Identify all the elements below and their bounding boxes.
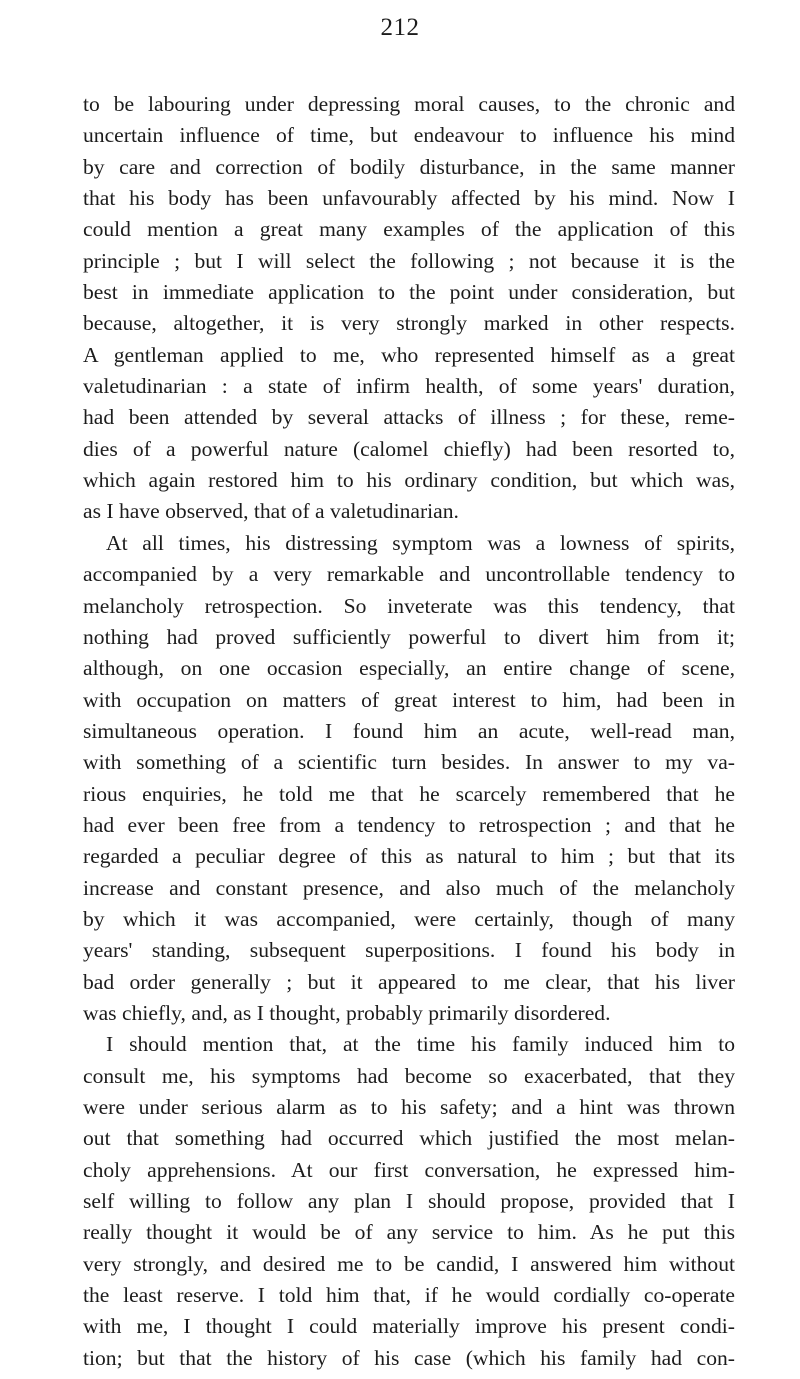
text-line: bad order generally ; but it appeared to me clear, that his liver: [83, 969, 735, 994]
text-line: really thought it would be of any service to him. As he put this: [83, 1220, 735, 1245]
text-line: because, altogether, it is very strongly marked in other respects.: [83, 311, 735, 336]
text-line: had been attended by several attacks of illness ; for these, reme-: [83, 405, 735, 430]
text-line: consult me, his symptoms had become so exacerbated, that they: [83, 1063, 735, 1088]
text-line: melancholy retrospection. So inveterate was this tendency, that: [83, 593, 735, 618]
text-line: valetudinarian : a state of infirm health, of some years' duration,: [83, 374, 735, 399]
text-line: which again restored him to his ordinary condition, but which was,: [83, 468, 735, 493]
text-line: very strongly, and desired me to be candid, I answered him without: [83, 1251, 735, 1276]
text-line: simultaneous operation. I found him an acute, well-read man,: [83, 718, 735, 743]
text-line: was chiefly, and, as I thought, probably primarily disordered.: [83, 1000, 611, 1025]
text-line: by which it was accompanied, were certainly, though of many: [83, 906, 735, 931]
text-line: increase and constant presence, and also much of the melancholy: [83, 875, 735, 900]
text-line: rious enquiries, he told me that he scarcely remembered that he: [83, 781, 735, 806]
text-line: were under serious alarm as to his safety; and a hint was thrown: [83, 1095, 735, 1119]
text-line: principle ; but I will select the following ; not because it is the: [83, 248, 735, 273]
text-line: tion; but that the history of his case (which his family had con-: [83, 1345, 735, 1370]
text-line: could mention a great many examples of the application of this: [83, 217, 735, 242]
text-line: with occupation on matters of great interest to him, had been in: [83, 687, 735, 712]
text-line: nothing had proved sufficiently powerful to divert him from it;: [83, 624, 735, 649]
text-line: to be labouring under depressing moral causes, to the chronic and: [83, 92, 735, 116]
text-line: that his body has been unfavourably affected by his mind. Now I: [83, 186, 735, 211]
page-number: 212: [380, 14, 420, 41]
text-line: as I have observed, that of a valetudinarian.: [83, 499, 459, 524]
text-line: by care and correction of bodily disturbance, in the same manner: [83, 154, 735, 179]
text-line: accompanied by a very remarkable and uncontrollable tendency to: [83, 562, 735, 587]
text-line: out that something had occurred which justified the most melan-: [83, 1126, 735, 1151]
text-line: dies of a powerful nature (calomel chiefly) had been resorted to,: [83, 436, 735, 461]
text-line: uncertain influence of time, but endeavour to influence his mind: [83, 123, 735, 148]
text-line: regarded a peculiar degree of this as natural to him ; but that its: [83, 844, 735, 869]
text-line: although, on one occasion especially, an entire change of scene,: [83, 656, 735, 681]
text-line: years' standing, subsequent superpositions. I found his body in: [83, 938, 735, 963]
text-line: A gentleman applied to me, who represented himself as a great: [83, 342, 735, 367]
text-line: with something of a scientific turn besides. In answer to my va-: [83, 750, 735, 775]
body-text: [83, 89, 735, 1374]
text-line: self willing to follow any plan I should propose, provided that I: [83, 1189, 735, 1214]
text-line: had ever been free from a tendency to retrospection ; and that he: [83, 812, 735, 837]
text-line: At all times, his distressing symptom was a lowness of spirits,: [106, 530, 735, 555]
text-line: best in immediate application to the point under consideration, but: [83, 280, 735, 305]
text-line: the least reserve. I told him that, if he would cordially co-operate: [83, 1283, 735, 1308]
text-line: with me, I thought I could materially improve his present condi-: [83, 1314, 735, 1339]
text-line: I should mention that, at the time his family induced him to: [106, 1032, 735, 1057]
text-line: choly apprehensions. At our first conversation, he expressed him-: [83, 1157, 735, 1182]
